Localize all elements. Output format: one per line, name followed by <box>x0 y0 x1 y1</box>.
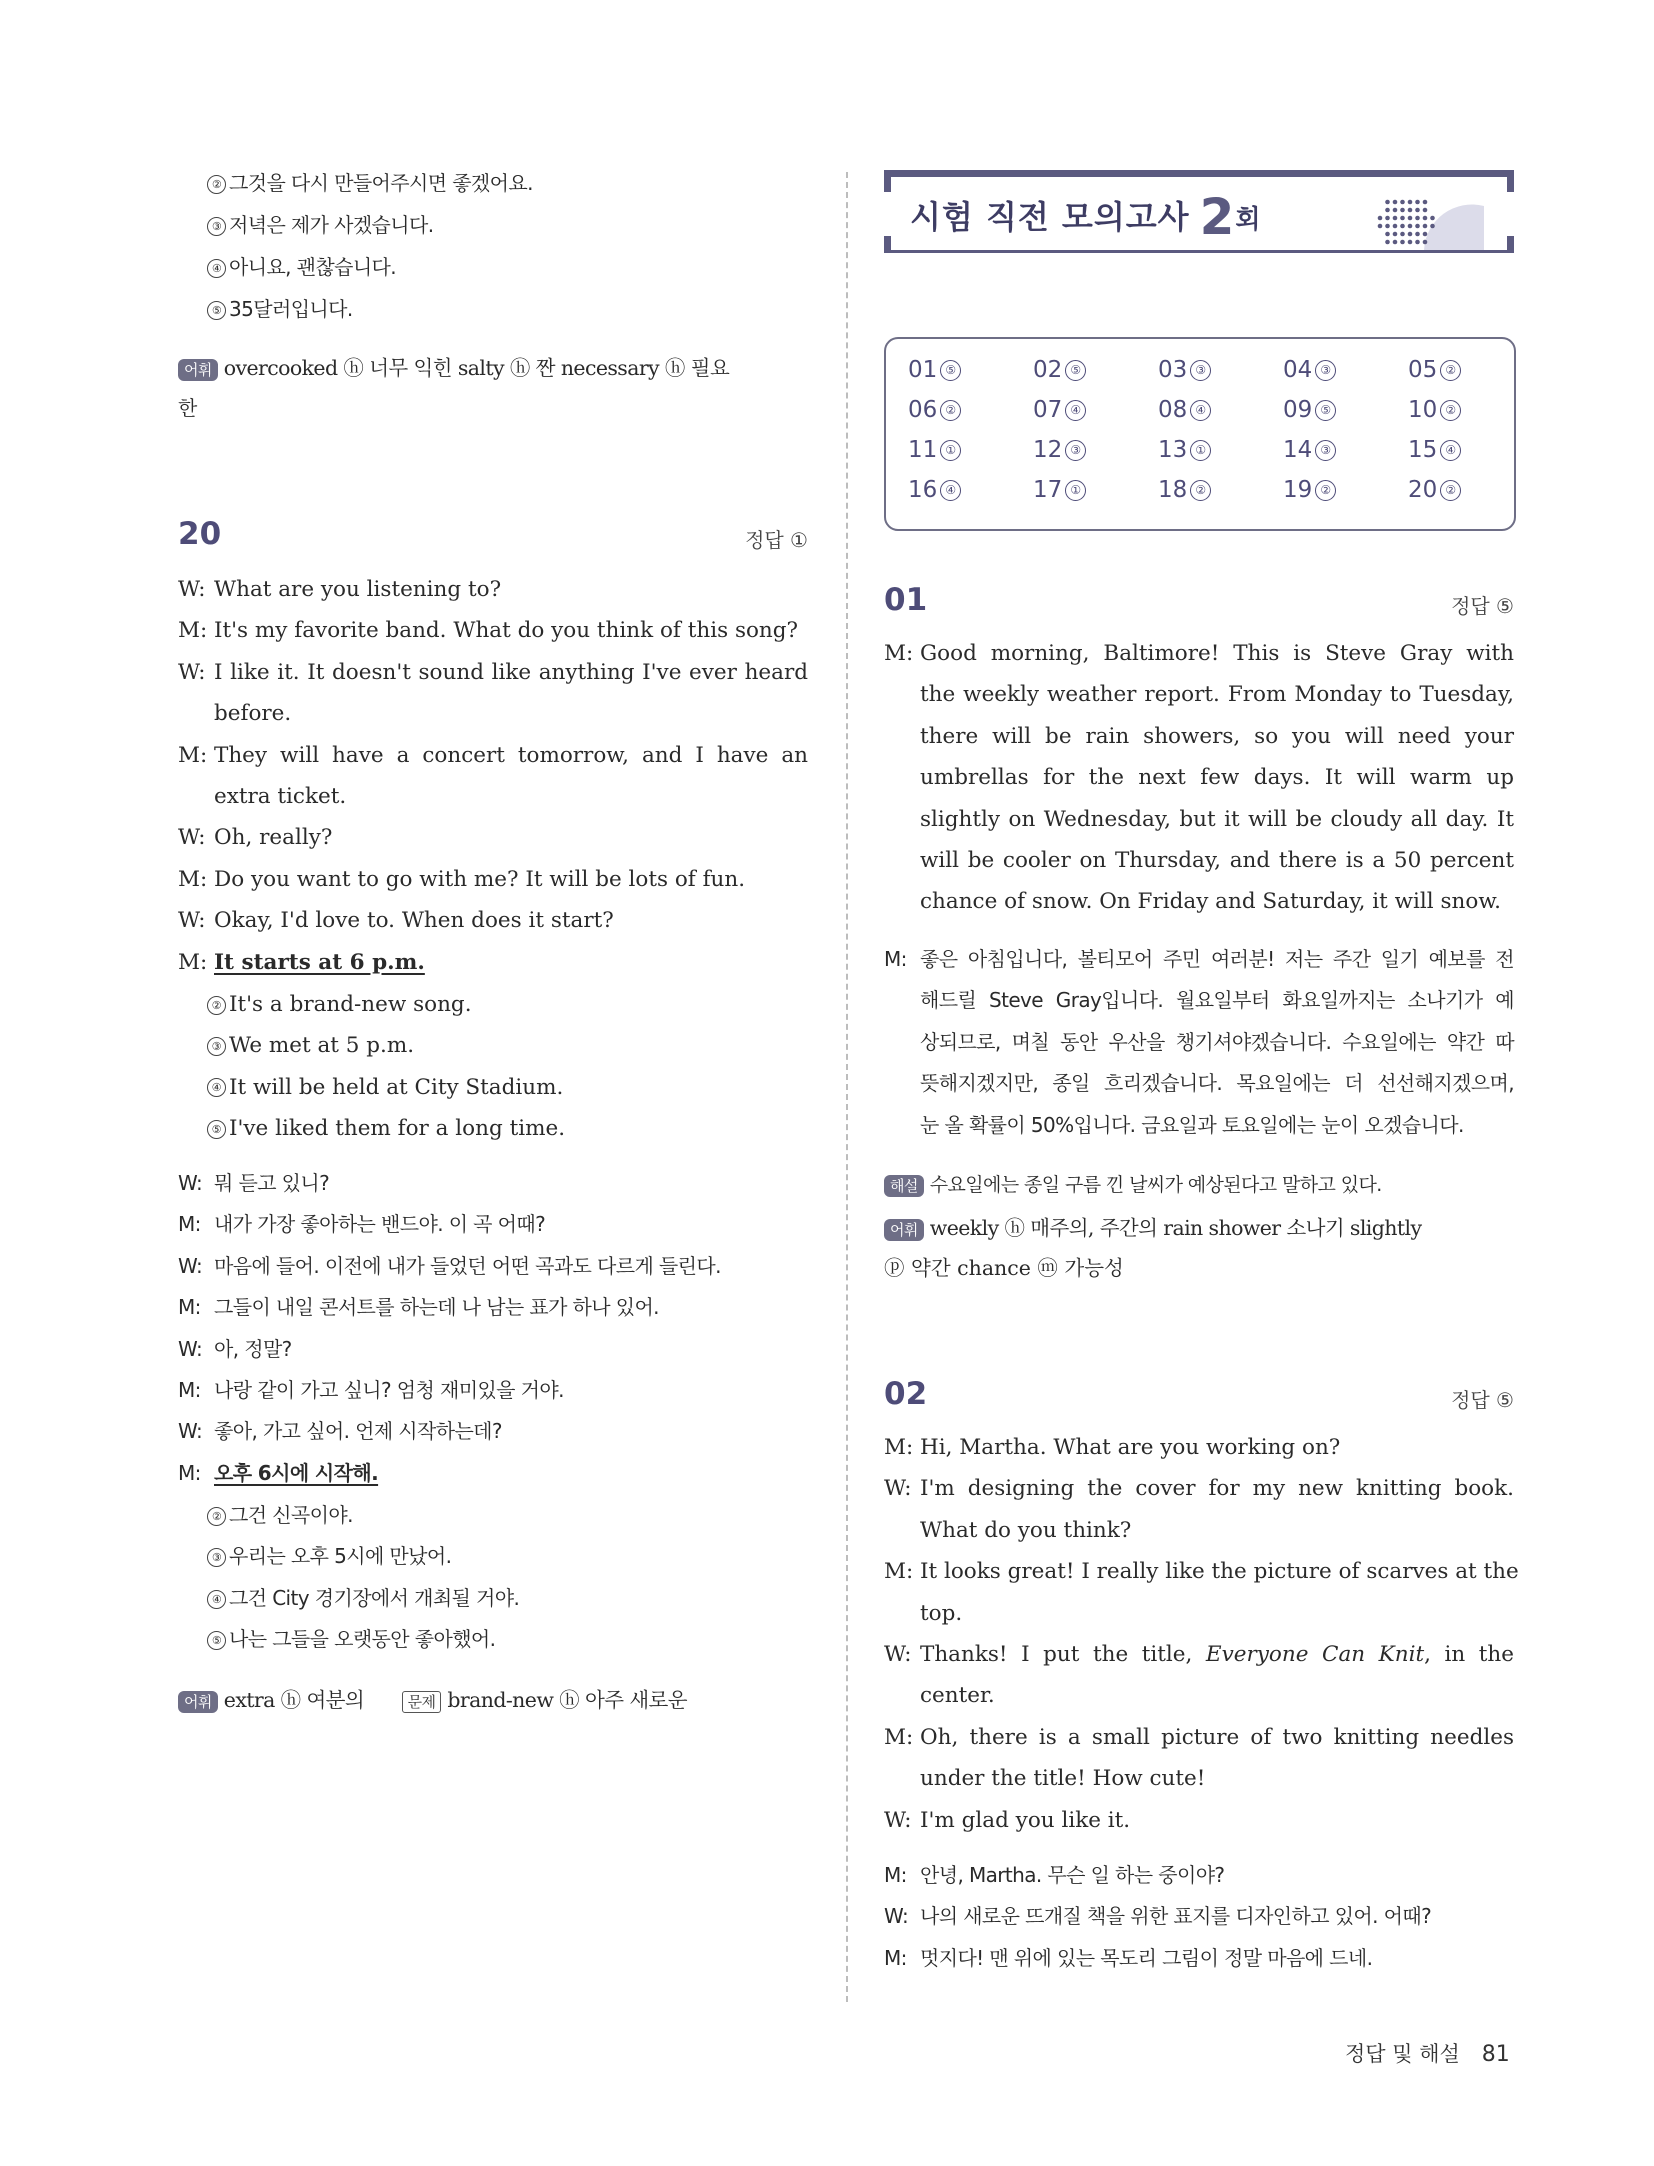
answer-key-item <box>1033 477 1089 503</box>
dialogue-text: It looks great! I really like the picture of scarves at the <box>920 1559 1519 1585</box>
option-label: 저녁은 제가 사겠습니다. <box>229 213 434 237</box>
answer-key-number: 13 <box>1158 437 1188 463</box>
dialogue-line <box>178 817 808 858</box>
answer-key-item <box>908 477 964 503</box>
speaker-label: W: <box>178 1171 203 1195</box>
answer-key-item <box>1033 357 1089 383</box>
option-number: ③ <box>207 1548 226 1567</box>
option-label: I've liked them for a long time. <box>229 1116 566 1142</box>
decorative-dot <box>1415 240 1420 245</box>
speaker-label: M: <box>178 866 208 892</box>
dialogue-line <box>178 652 808 693</box>
dialogue-line <box>884 1675 1514 1716</box>
translation-text: 눈 올 확률이 50%입니다. 금요일과 토요일에는 눈이 오겠습니다. <box>920 1112 1464 1137</box>
dialogue-line <box>178 1411 808 1452</box>
dialogue-line <box>884 1896 1514 1937</box>
speaker-label: W: <box>178 825 206 851</box>
answer-key-item <box>1408 437 1464 463</box>
decorative-dot <box>1385 240 1390 245</box>
vocab-text: extra ⓗ 여분의 <box>223 1688 365 1712</box>
problem-vocab-text: brand-new ⓗ 아주 새로운 <box>447 1688 687 1712</box>
dialogue-text: Hi, Martha. What are you working on? <box>920 1435 1341 1460</box>
dialogue-text: It starts at 6 p.m. <box>214 949 425 975</box>
decorative-dot <box>1393 224 1398 229</box>
decorative-dot <box>1378 224 1383 229</box>
dialogue-line <box>884 1800 1514 1841</box>
problem-badge: 문제 <box>402 1691 442 1713</box>
answer-key-number: 04 <box>1283 357 1313 383</box>
option-label: 35달러입니다. <box>229 297 353 321</box>
answer-key-number: 01 <box>908 357 938 383</box>
dialogue-text: I'm glad you like it. <box>920 1807 1131 1833</box>
option-number: ④ <box>207 259 226 278</box>
dialogue-text: 마음에 들어. 이전에 내가 들었던 어떤 곡과도 다르게 들린다. <box>214 1253 721 1278</box>
dialogue-text: 안녕, Martha. 무슨 일 하는 중이야? <box>920 1863 1225 1887</box>
option-text <box>204 1536 808 1577</box>
answer-key-number: 16 <box>908 477 938 503</box>
answer-key-item <box>908 437 964 463</box>
speaker-label: M: <box>884 1724 914 1750</box>
vocab-badge: 어휘 <box>178 1691 218 1713</box>
decorative-dot <box>1415 200 1420 205</box>
dialogue-text: 그들이 내일 콘서트를 하는데 나 남는 표가 하나 있어. <box>214 1295 659 1320</box>
speaker-label: W: <box>178 577 206 602</box>
decorative-dot <box>1423 232 1428 237</box>
dialogue-line <box>178 900 808 941</box>
dialogue-line <box>178 1287 808 1328</box>
decorative-dot <box>1408 216 1413 221</box>
option-number: ⑤ <box>1065 360 1086 381</box>
decorative-dot <box>1400 224 1405 229</box>
speaker-label: M: <box>178 1378 201 1402</box>
translation-text: 해드릴 Steve Gray입니다. 월요일부터 화요일까지는 소나기가 예 <box>920 988 1514 1013</box>
option-text <box>204 163 808 204</box>
answer-key-item <box>1283 437 1339 463</box>
option-text <box>204 205 808 246</box>
translation-text: 상되므로, 며칠 동안 우산을 챙기셔야겠습니다. 수요일에는 약간 따 <box>920 1029 1514 1054</box>
answer-key-item <box>1408 357 1464 383</box>
option-number: ④ <box>207 1590 226 1609</box>
explain-text: 수요일에는 종일 구름 낀 날씨가 예상된다고 말하고 있다. <box>929 1174 1382 1196</box>
answer-key-grid <box>884 337 1516 531</box>
decorative-dot <box>1408 232 1413 237</box>
speaker-label: M: <box>178 742 208 768</box>
decorative-dot <box>1423 208 1428 213</box>
answer-key-item <box>1158 397 1214 423</box>
dialogue-text: 나의 새로운 뜨개질 책을 위한 표지를 디자인하고 있어. 어때? <box>920 1904 1432 1929</box>
translation-line <box>884 1063 1514 1104</box>
speaker-label: W: <box>178 1419 203 1444</box>
speaker-label: W: <box>884 1476 912 1502</box>
decorative-dot <box>1385 200 1390 205</box>
decorative-dot <box>1423 224 1428 229</box>
prev-vocab <box>178 351 729 381</box>
dialogue-text: 내가 가장 좋아하는 밴드야. 이 곡 어때? <box>214 1212 546 1237</box>
answer-key-number: 07 <box>1033 397 1063 423</box>
speaker-label: M: <box>884 1435 914 1460</box>
dialogue-text: extra ticket. <box>214 784 347 809</box>
decorative-dot <box>1423 216 1428 221</box>
option-line <box>178 289 808 330</box>
option-number: ④ <box>1065 400 1086 421</box>
decorative-dot <box>1400 216 1405 221</box>
option-number: ④ <box>1440 440 1461 461</box>
option-line <box>178 1108 808 1149</box>
dialogue-text: What do you think? <box>920 1517 1132 1543</box>
translation-line <box>884 980 1514 1021</box>
decorative-dot <box>1400 200 1405 205</box>
option-label: We met at 5 p.m. <box>229 1033 415 1059</box>
decorative-dot <box>1430 216 1435 221</box>
option-number: ② <box>207 175 226 194</box>
answer-key-number: 10 <box>1408 397 1438 423</box>
dialogue-line <box>178 859 808 900</box>
option-number: ③ <box>207 217 226 236</box>
question-number-01: 01 <box>884 582 928 618</box>
dialogue-line <box>884 1855 1514 1896</box>
dialogue-line <box>178 1329 808 1370</box>
speaker-label: M: <box>178 1460 201 1485</box>
option-number: ① <box>940 440 961 461</box>
monologue-text: the weekly weather report. From Monday to Tuesday, <box>920 682 1514 708</box>
option-label: 그건 신곡이야. <box>229 1503 353 1527</box>
q01-explain <box>884 1170 1382 1197</box>
option-text <box>204 1495 808 1536</box>
dialogue-text: Do you want to go with me? It will be lots of fun. <box>214 866 746 892</box>
vocab-badge: 어휘 <box>884 1219 924 1241</box>
translation-text: 좋은 아침입니다, 볼티모어 주민 여러분! 저는 주간 일기 예보를 전 <box>920 947 1514 971</box>
answer-key-number: 08 <box>1158 397 1188 423</box>
option-label: 그것을 다시 만들어주시면 좋겠어요. <box>229 171 533 195</box>
answer-key-number: 06 <box>908 397 938 423</box>
dialogue-line <box>884 1551 1519 1592</box>
column-divider <box>846 172 848 2002</box>
dialogue-text: 아, 정말? <box>214 1336 292 1361</box>
decorative-dot <box>1430 224 1435 229</box>
dialogue-line <box>178 693 808 734</box>
speaker-label: W: <box>178 1336 203 1361</box>
dialogue-text: 뭐 듣고 있니? <box>214 1171 330 1195</box>
answer-key-item <box>1283 477 1339 503</box>
answer-01: 정답 ⑤ <box>1451 594 1514 618</box>
explain-badge: 해설 <box>884 1175 924 1197</box>
monologue-text: there will be rain showers, so you will need your <box>920 723 1514 749</box>
dialogue-line <box>884 1717 1514 1758</box>
answer-key-number: 20 <box>1408 477 1438 503</box>
option-number: ④ <box>1190 400 1211 421</box>
decorative-dots-icon <box>1374 198 1484 250</box>
dialogue-text: Oh, there is a small picture of two knitting needles <box>920 1724 1514 1750</box>
answer-key-item <box>908 397 964 423</box>
page-footer <box>1345 2038 1510 2068</box>
answer-02: 정답 ⑤ <box>1451 1388 1514 1412</box>
q20-vocab <box>178 1683 687 1713</box>
dialogue-text: 나랑 같이 가고 싶니? 엄청 재미있을 거야. <box>214 1378 564 1402</box>
vocab-text: overcooked ⓗ 너무 익힌 salty ⓗ 짠 necessary ⓗ 필요 <box>223 356 730 380</box>
decorative-dot <box>1393 216 1398 221</box>
dialogue-line <box>178 610 808 651</box>
decorative-dot <box>1408 240 1413 245</box>
monologue-line <box>884 799 1514 840</box>
book-title: Everyone Can Knit <box>1205 1642 1425 1667</box>
dialogue-text: I'm designing the cover for my new knitting book. <box>920 1476 1514 1502</box>
dialogue-text: Oh, really? <box>214 825 333 851</box>
option-number: ③ <box>1315 360 1336 381</box>
option-number: ② <box>940 400 961 421</box>
option-number: ② <box>1315 480 1336 501</box>
dialogue-line <box>178 1246 808 1287</box>
answer-key-number: 15 <box>1408 437 1438 463</box>
option-number: ⑤ <box>207 301 226 320</box>
dialogue-text: 멋지다! 맨 위에 있는 목도리 그림이 정말 마음에 드네. <box>920 1945 1373 1970</box>
translation-line <box>884 939 1514 980</box>
decorative-dot <box>1400 240 1405 245</box>
question-number-20: 20 <box>178 516 222 552</box>
answer-key-item <box>1158 357 1214 383</box>
dialogue-line <box>884 1510 1514 1551</box>
dialogue-line <box>884 1634 1514 1675</box>
option-line <box>178 1025 808 1066</box>
answer-key-number: 19 <box>1283 477 1313 503</box>
dialogue-text: center. <box>920 1683 995 1709</box>
dialogue-line <box>178 569 808 610</box>
decorative-dot <box>1400 208 1405 213</box>
option-number: ③ <box>1065 440 1086 461</box>
dialogue-line <box>178 1453 808 1494</box>
answer-key-item <box>1283 397 1339 423</box>
section-title: 시험 직전 모의고사 2회 <box>910 188 1262 246</box>
speaker-label: M: <box>884 1863 907 1887</box>
option-number: ⑤ <box>207 1631 226 1650</box>
q01-vocab-cont: ⓟ 약간 chance ⓜ 가능성 <box>884 1256 1124 1280</box>
option-number: ② <box>1440 480 1461 501</box>
question-number-02: 02 <box>884 1376 928 1412</box>
option-label: It will be held at City Stadium. <box>229 1074 564 1100</box>
monologue-line <box>884 716 1514 757</box>
option-text <box>204 1108 808 1149</box>
answer-key-number: 17 <box>1033 477 1063 503</box>
speaker-label: W: <box>178 908 206 934</box>
option-label: 그건 City 경기장에서 개최될 거야. <box>229 1585 520 1610</box>
answer-key-item <box>1408 477 1464 503</box>
dialogue-text: Thanks! I put the title, Everyone Can Knit, in the <box>920 1642 1514 1667</box>
answer-20: 정답 ① <box>745 528 808 552</box>
vocab-badge: 어휘 <box>178 359 218 381</box>
answer-key-number: 12 <box>1033 437 1063 463</box>
answer-key-number: 11 <box>908 437 938 463</box>
option-line <box>178 1619 808 1660</box>
speaker-label: M: <box>884 1945 907 1970</box>
option-label: 아니요, 괜찮습니다. <box>229 255 397 279</box>
option-text <box>204 289 808 330</box>
option-number: ② <box>1440 400 1461 421</box>
dialogue-text: It's my favorite band. What do you think of this song? <box>214 618 799 644</box>
decorative-dot <box>1408 200 1413 205</box>
option-label: It's a brand-new song. <box>229 992 472 1017</box>
translation-line <box>884 1105 1514 1146</box>
answer-key-number: 02 <box>1033 357 1063 383</box>
option-label: 나는 그들을 오랫동안 좋아했어. <box>229 1627 496 1652</box>
dialogue-line <box>178 776 808 817</box>
decorative-dot <box>1415 216 1420 221</box>
answer-key-number: 05 <box>1408 357 1438 383</box>
dialogue-line <box>178 1163 808 1204</box>
dialogue-line <box>884 1593 1514 1634</box>
decorative-dot <box>1400 232 1405 237</box>
decorative-dot <box>1423 240 1428 245</box>
answer-key-item <box>1283 357 1339 383</box>
option-line <box>178 1495 808 1536</box>
speaker-label: W: <box>884 1904 909 1929</box>
speaker-label: W: <box>884 1642 912 1667</box>
decorative-dot <box>1415 224 1420 229</box>
dialogue-text: top. <box>920 1600 963 1626</box>
option-number: ② <box>207 1507 226 1526</box>
answer-key-item <box>908 357 964 383</box>
monologue-line <box>884 881 1514 922</box>
option-line <box>178 163 808 204</box>
prev-vocab-cont: 한 <box>178 396 197 420</box>
dialogue-text: What are you listening to? <box>214 577 502 602</box>
vocab-text: weekly ⓗ 매주의, 주간의 rain shower 소나기 slightly <box>929 1216 1422 1240</box>
dialogue-text: I like it. It doesn't sound like anything I've ever heard <box>214 659 808 685</box>
monologue-text: will be cooler on Thursday, and there is a 50 percent <box>920 848 1514 873</box>
answer-key-item <box>1158 437 1214 463</box>
decorative-dot <box>1385 232 1390 237</box>
monologue-text: slightly on Wednesday, but it will be cloudy all day. It <box>920 806 1514 832</box>
decorative-dot <box>1378 216 1383 221</box>
translation-text: 뜻해지겠지만, 종일 흐리겠습니다. 목요일에는 더 선선해지겠으며, <box>920 1071 1514 1096</box>
translation-line <box>884 1022 1514 1063</box>
dialogue-line <box>884 1938 1514 1979</box>
option-number: ② <box>1190 480 1211 501</box>
option-number: ② <box>207 996 226 1015</box>
answer-key-number: 09 <box>1283 397 1313 423</box>
decorative-dot <box>1415 232 1420 237</box>
decorative-dot <box>1423 200 1428 205</box>
decorative-dot <box>1408 224 1413 229</box>
option-line <box>178 205 808 246</box>
option-line <box>178 984 808 1025</box>
answer-key-item <box>1408 397 1464 423</box>
monologue-line <box>884 674 1514 715</box>
answer-key-item <box>1033 437 1089 463</box>
speaker-label: W: <box>884 1807 912 1833</box>
decorative-dot <box>1393 232 1398 237</box>
decorative-dot <box>1393 240 1398 245</box>
monologue-line <box>884 757 1514 798</box>
dialogue-text: 좋아, 가고 싶어. 언제 시작하는데? <box>214 1419 502 1444</box>
decorative-dot <box>1385 216 1390 221</box>
dialogue-line <box>884 1758 1514 1799</box>
decorative-dot <box>1385 208 1390 213</box>
dialogue-text: before. <box>214 701 292 727</box>
q01-vocab <box>884 1211 1514 1241</box>
option-text <box>204 247 808 288</box>
option-number: ② <box>1440 360 1461 381</box>
speaker-label: M: <box>884 641 914 666</box>
dialogue-text: 오후 6시에 시작해. <box>214 1460 379 1485</box>
decorative-dot <box>1393 200 1398 205</box>
dialogue-line <box>884 1468 1514 1509</box>
answer-key-item <box>1033 397 1089 423</box>
option-number: ① <box>1065 480 1086 501</box>
dialogue-text: under the title! How cute! <box>920 1766 1206 1792</box>
option-number: ③ <box>1315 440 1336 461</box>
dialogue-text: They will have a concert tomorrow, and I have an <box>214 742 808 768</box>
option-label: 우리는 오후 5시에 만났어. <box>229 1544 452 1569</box>
dialogue-line <box>884 1427 1514 1468</box>
speaker-label: W: <box>178 1253 203 1278</box>
speaker-label: M: <box>178 949 208 975</box>
answer-key-number: 14 <box>1283 437 1313 463</box>
decorative-dot <box>1393 208 1398 213</box>
option-number: ④ <box>207 1078 226 1097</box>
answer-key-item <box>1158 477 1214 503</box>
option-line <box>178 1536 808 1577</box>
page-number: 81 <box>1481 2042 1510 2067</box>
dialogue-line <box>178 735 808 776</box>
decorative-dot <box>1385 224 1390 229</box>
monologue-text: umbrellas for the next few days. It will warm up <box>920 765 1514 791</box>
monologue-line <box>884 633 1514 674</box>
dialogue-line <box>178 1370 808 1411</box>
section-header <box>884 170 1514 260</box>
speaker-label: M: <box>884 1559 914 1585</box>
monologue-text: Good morning, Baltimore! This is Steve Gray with <box>920 641 1514 666</box>
option-line <box>178 1067 808 1108</box>
option-number: ① <box>1190 440 1211 461</box>
speaker-label: M: <box>884 947 907 971</box>
speaker-label: M: <box>178 1212 201 1237</box>
monologue-line <box>884 840 1514 881</box>
option-text <box>204 1025 808 1066</box>
option-text <box>204 984 808 1025</box>
option-number: ③ <box>1190 360 1211 381</box>
option-number: ④ <box>940 480 961 501</box>
monologue-text: chance of snow. On Friday and Saturday, it will snow. <box>920 889 1502 915</box>
option-text <box>204 1067 808 1108</box>
option-number: ⑤ <box>207 1120 226 1139</box>
option-number: ③ <box>207 1037 226 1056</box>
decorative-dot <box>1408 208 1413 213</box>
speaker-label: M: <box>178 1295 201 1320</box>
option-text <box>204 1619 808 1660</box>
option-line <box>178 247 808 288</box>
dialogue-line <box>178 942 808 983</box>
option-line <box>178 1578 808 1619</box>
option-number: ⑤ <box>940 360 961 381</box>
answer-key-number: 18 <box>1158 477 1188 503</box>
dialogue-text: Okay, I'd love to. When does it start? <box>214 908 614 934</box>
answer-key-number: 03 <box>1158 357 1188 383</box>
speaker-label: M: <box>178 618 208 644</box>
dialogue-line <box>178 1204 808 1245</box>
option-text <box>204 1578 808 1619</box>
option-number: ⑤ <box>1315 400 1336 421</box>
decorative-dot <box>1415 208 1420 213</box>
footer-label: 정답 및 해설 <box>1345 2042 1460 2066</box>
speaker-label: W: <box>178 659 206 685</box>
